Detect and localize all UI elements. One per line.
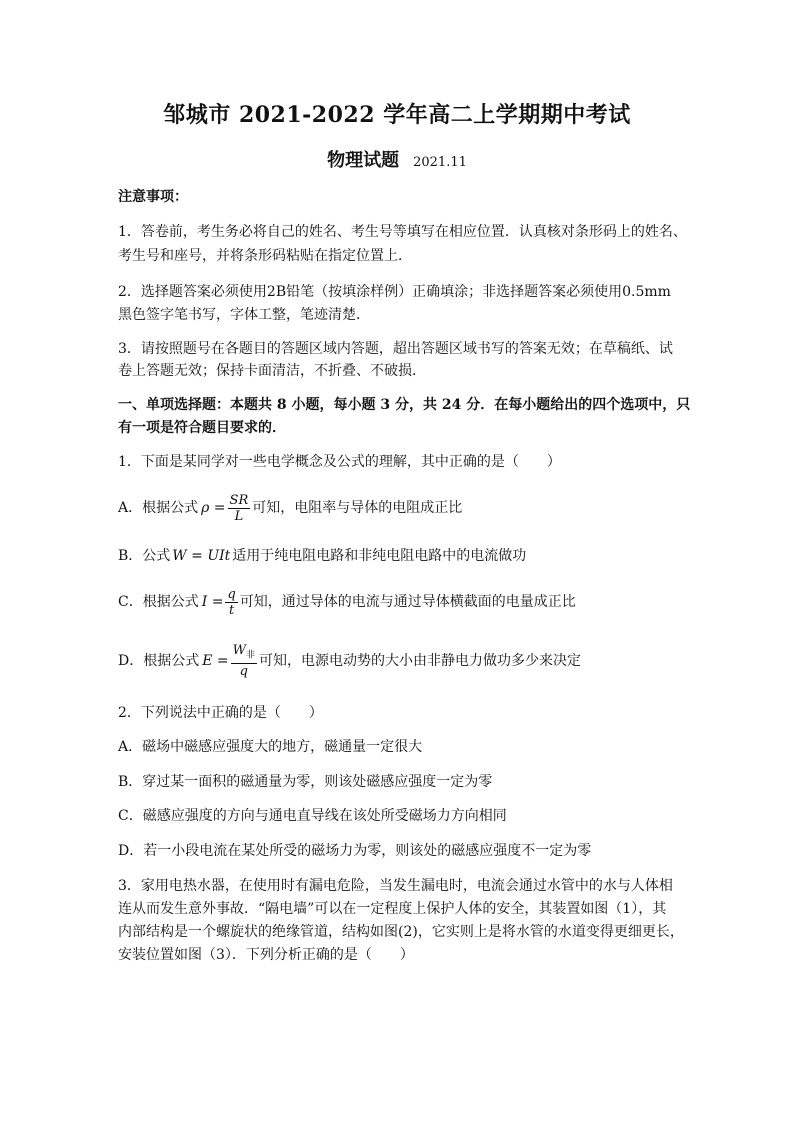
question-2-option-a: A．磁场中磁感应强度大的地方，磁通量一定很大 — [118, 739, 423, 755]
option-c-text: 可知，通过导体的电流与通过导体横截面的电量成正比 — [239, 594, 576, 610]
question-2-option-c: C．磁感应强度的方向与通电直导线在该处所受磁场力方向相同 — [118, 808, 507, 824]
subject-name: 物理试题 — [327, 150, 400, 171]
question-1-option-c — [118, 584, 698, 620]
question-1-option-a — [118, 490, 698, 526]
option-c-fraction — [225, 587, 237, 618]
question-3-line-4: 安装位置如图（3）．下列分析正确的是（ ） — [118, 947, 414, 963]
option-a-fraction — [228, 493, 251, 524]
option-b-formula: W = UIt — [172, 548, 231, 564]
notice-item-1-line-1: 1．答卷前，考生务必将自己的姓名、考生号等填写在相应位置．认真核对条形码上的姓名、 — [118, 224, 687, 240]
question-1-stem: 1．下面是某同学对一些电学概念及公式的理解，其中正确的是（ ） — [118, 454, 561, 470]
question-2-option-d: D．若一小段电流在某处所受的磁场力为零，则该处的磁感应强度不一定为零 — [118, 843, 592, 859]
option-c-denominator: t — [228, 602, 235, 618]
option-a-numerator: SR — [229, 492, 249, 508]
notice-item-2-line-1: 2．选择题答案必须使用2B铅笔（按填涂样例）正确填涂；非选择题答案必须使用0.5mm — [118, 284, 671, 300]
option-c-formula-lhs: I = — [201, 594, 224, 610]
section-1-heading-line-2: 有一项是符合题目要求的． — [118, 420, 286, 436]
question-1-option-d — [118, 642, 698, 680]
option-a-formula-lhs: ρ = — [201, 500, 226, 516]
notice-heading: 注意事项： — [118, 189, 188, 205]
question-3-line-1: 3．家用电热水器，在使用时有漏电危险，当发生漏电时，电流会通过水管中的水与人体相 — [118, 878, 673, 894]
option-d-denominator: q — [239, 664, 248, 680]
option-b-prefix: B．公式 — [118, 548, 171, 564]
question-3-line-3: 内部结构是一个螺旋状的绝缘管道，结构如图(2)，它实则上是将水管的水道变得更细更长， — [118, 924, 684, 940]
option-a-text: 可知，电阻率与导体的电阻成正比 — [252, 500, 463, 516]
option-d-numerator-subscript: 非 — [246, 650, 256, 661]
notice-item-3-line-1: 3．请按照题号在各题目的答题区域内答题，超出答题区域书写的答案无效；在草稿纸、试 — [118, 341, 673, 357]
exam-date: 2021.11 — [413, 155, 467, 170]
option-a-prefix: A．根据公式 — [118, 500, 199, 516]
option-d-numerator — [231, 643, 257, 665]
option-d-formula-lhs: E = — [202, 653, 229, 669]
question-2-stem: 2．下列说法中正确的是（ ） — [118, 705, 323, 721]
question-2-option-b: B．穿过某一面积的磁通量为零，则该处磁感应强度一定为零 — [118, 774, 493, 790]
option-a-denominator: L — [234, 508, 244, 524]
option-d-prefix: D．根据公式 — [118, 653, 200, 669]
option-b-text: 适用于纯电阻电路和非纯电阻电路中的电流做功 — [232, 548, 527, 564]
notice-item-3-line-2: 卷上答题无效；保持卡面清洁，不折叠、不破损． — [118, 363, 426, 379]
option-c-numerator: q — [227, 586, 236, 602]
option-c-prefix: C．根据公式 — [118, 594, 199, 610]
option-d-numerator-symbol: W — [232, 642, 247, 658]
exam-subtitle — [0, 146, 794, 172]
question-3-line-2: 连从而发生意外事故．“隔电墙”可以在一定程度上保护人体的安全，其装置如图（1），其 — [118, 901, 667, 917]
option-d-text: 可知，电源电动势的大小由非静电力做功多少来决定 — [259, 653, 582, 669]
section-1-heading-line-1: 一、单项选择题：本题共 8 小题，每小题 3 分，共 24 分．在每小题给出的四个选项中，只 — [118, 397, 691, 413]
notice-item-1-line-2: 考生号和座号，并将条形码粘贴在指定位置上． — [118, 248, 412, 264]
question-1-option-b — [118, 546, 698, 566]
option-d-fraction — [231, 643, 257, 680]
notice-item-2-line-2: 黑色签字笔书写，字体工整，笔迹清楚． — [118, 307, 370, 323]
exam-title: 邹城市 2021-2022 学年高二上学期期中考试 — [163, 102, 631, 128]
